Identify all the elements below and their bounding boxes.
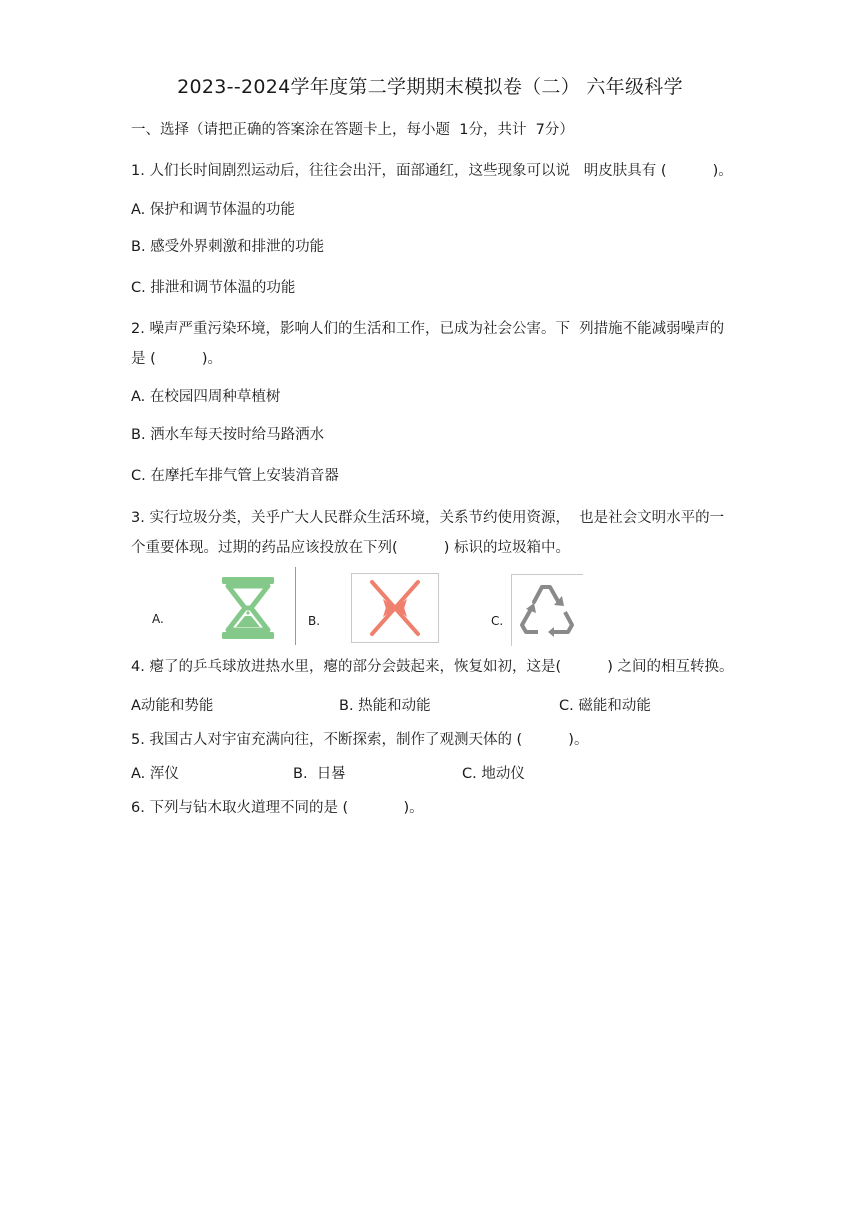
question-5: 5. 我国古人对宇宙充满向往，不断探索，制作了观测天体的 ( )。 (131, 732, 589, 748)
q3-option-a-label: A. (152, 612, 164, 626)
q1-option-a: A. 保护和调节体温的功能 (131, 202, 295, 218)
q4-option-c: C. 磁能和动能 (559, 698, 651, 714)
q3-option-b-label: B. (308, 614, 321, 628)
q2-option-a: A. 在校园四周种草植树 (131, 389, 281, 405)
q3-option-c-label: C. (491, 614, 504, 628)
recyclable-icon (511, 574, 583, 646)
question-2-line-2: 是 ( )。 (131, 351, 223, 367)
section-heading: 一、选择（请把正确的答案涂在答题卡上，每小题 1分，共计 7分） (131, 122, 574, 138)
question-3-line-1: 3. 实行垃圾分类，关乎广大人民群众生活环境，关系节约使用资源， 也是社会文明水平的一 (131, 510, 725, 526)
other-waste-icon (351, 573, 439, 643)
q1-option-c: C. 排泄和调节体温的功能 (131, 280, 296, 296)
q5-option-a: A. 浑仪 (131, 766, 179, 782)
q2-option-b: B. 洒水车每天按时给马路洒水 (131, 427, 325, 443)
question-3-line-2: 个重要体现。过期的药品应该投放在下列( ) 标识的垃圾箱中。 (131, 540, 571, 556)
question-1: 1. 人们长时间剧烈运动后，往往会出汗，面部通红，这些现象可以说 明皮肤具有 ( )。 (131, 163, 733, 179)
q4-option-b: B. 热能和动能 (339, 698, 431, 714)
page-title: 2023--2024学年度第二学期期末模拟卷（二） 六年级科学 (177, 76, 683, 98)
question-6: 6. 下列与钻木取火道理不同的是 ( )。 (131, 800, 424, 816)
question-4: 4. 瘪了的乒乓球放进热水里，瘪的部分会鼓起来，恢复如初，这是( ) 之间的相互转换。 (131, 659, 734, 675)
hazardous-waste-icon (220, 575, 276, 641)
q4-option-a: A动能和势能 (131, 698, 214, 714)
q1-option-b: B. 感受外界刺激和排泄的功能 (131, 239, 325, 255)
option-divider (295, 567, 296, 645)
question-2-line-1: 2. 噪声严重污染环境，影响人们的生活和工作，已成为社会公害。下 列措施不能减弱噪声的 (131, 321, 725, 337)
q2-option-c: C. 在摩托车排气管上安装消音器 (131, 468, 339, 484)
q5-option-b: B. 日晷 (293, 766, 346, 782)
q5-option-c: C. 地动仪 (462, 766, 525, 782)
